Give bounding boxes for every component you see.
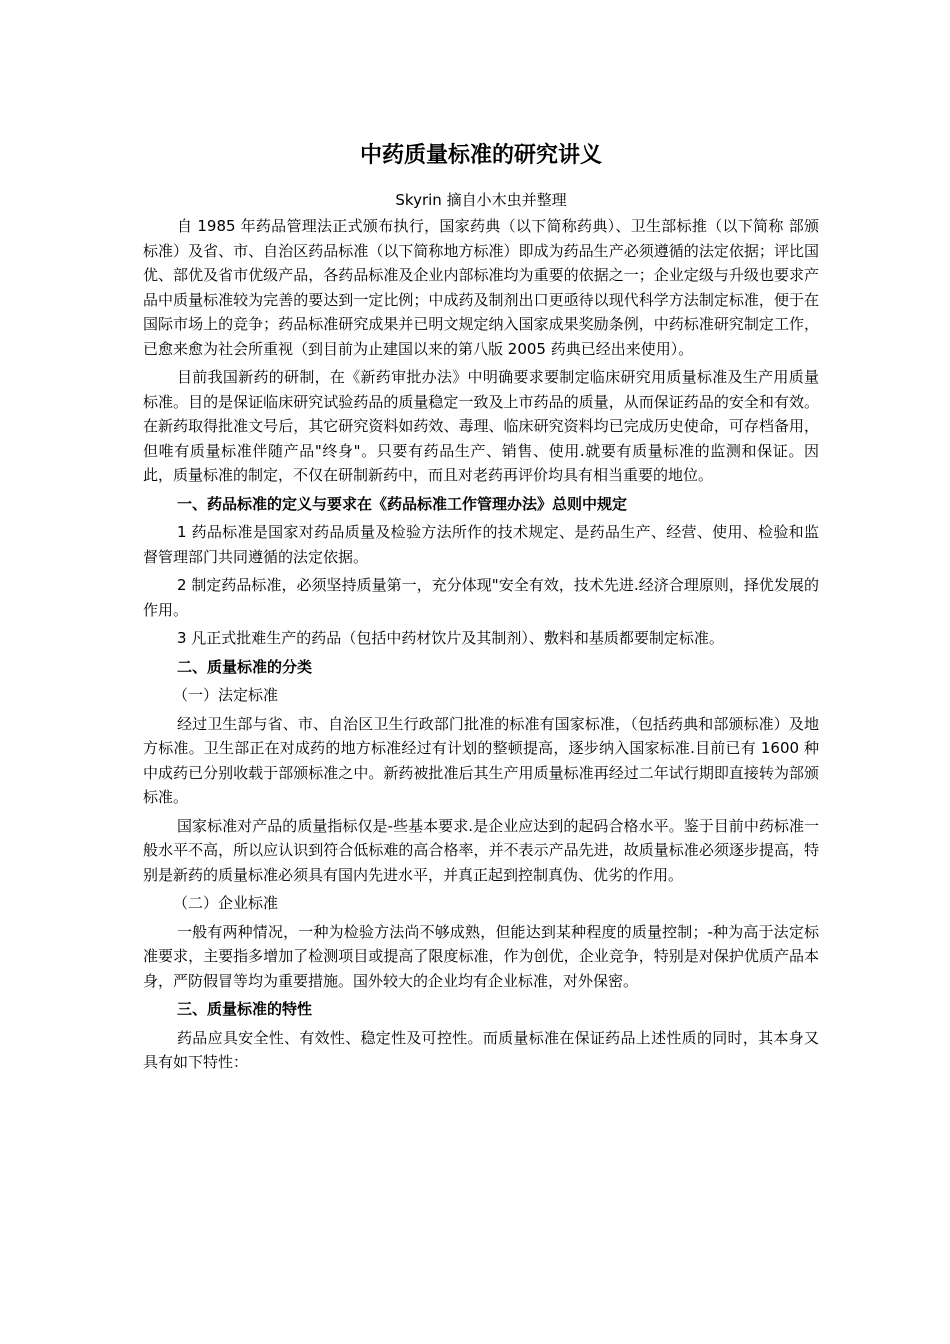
section-heading-1: 一、药品标准的定义与要求在《药品标准工作管理办法》总则中规定	[177, 494, 628, 513]
paragraph-national-standard: 国家标准对产品的质量指标仅是-些基本要求.是企业应达到的起码合格水平。鉴于目前中药标准一般水平不高，所以应认识到符合低标难的高合格率，并不表示产品先进，故质量标准必须逐步提高，特别是新药的质量标准必须具有国内先进水平，并真正起到控制真伪、优劣的作用。	[143, 816, 819, 884]
paragraph-legal-standard: 经过卫生部与省、市、自治区卫生行政部门批准的标准有国家标准，（包括药典和部颁标准）及地方标准。卫生部正在对成药的地方标准经过有计划的整顿提高，逐步纳入国家标准.目前已有 1600 种中成药已分别收载于部颁标准之中。新药被批准后其生产用质量标准再经过二年试行期即直接转为部颁标准。	[143, 714, 819, 806]
paragraph-item-3: 3 凡正式批难生产的药品（包括中药材饮片及其制剂）、敷料和基质都要制定标准。	[177, 629, 724, 647]
section-heading-2: 二、质量标准的分类	[177, 657, 313, 676]
subheading-enterprise-standard: （二）企业标准	[173, 894, 279, 912]
section-heading-3: 三、质量标准的特性	[177, 1000, 313, 1018]
document-title: 中药质量标准的研究讲义	[359, 143, 602, 168]
paragraph-item-2: 2 制定药品标准，必须坚持质量第一，充分体现"安全有效，技术先进.经济合理原则，择优发展的作用。	[143, 576, 819, 619]
paragraph-enterprise-standard: 一般有两种情况，一种为检验方法尚不够成熟，但能达到某种程度的质量控制；-种为高于法定标准要求，主要指多增加了检测项目或提高了限度标准，作为创优，企业竞争，特别是对保护优质产品本身，严防假冒等均为重要措施。国外较大的企业均有企业标准，对外保密。	[143, 922, 819, 990]
document-page	[143, 140, 819, 1079]
subheading-legal-standard: （一）法定标准	[173, 686, 279, 704]
paragraph-new-drug: 目前我国新药的研制，在《新药审批办法》中明确要求要制定临床研究用质量标准及生产用质量标准。目的是保证临床研究试验药品的质量稳定一致及上市药品的质量，从而保证药品的安全和有效。在新药取得批准文号后，其它研究资料如药效、毒理、临床研究资料均已完成历史使命，可存档备用，但唯有质量标准伴随产品"终身"。只要有药品生产、销售、使用.就要有质量标准的监测和保证。因此，质量标准的制定，不仅在研制新药中，而且对老药再评价均具有相当重要的地位。	[143, 368, 819, 484]
document-subtitle: Skyrin 摘自小木虫并整理	[395, 191, 567, 209]
paragraph-characteristics: 药品应具安全性、有效性、稳定性及可控性。而质量标准在保证药品上述性质的同时，其本身又具有如下特性：	[143, 1028, 819, 1071]
paragraph-intro: 自 1985 年药品管理法正式颁布执行，国家药典（以下简称药典）、卫生部标推（以下简称 部颁标准）及省、市、自治区药品标准（以下简称地方标准）即成为药品生产必须遵循的法定依据；评比国优、部优及省市优级产品，各药品标准及企业内部标准均为重要的依据之一；企业定级与升级也要求产品中质量标准较为完善的要达到一定比例；中成药及制剂出口更亟待以现代科学方法制定标准，便于在国际市场上的竞争；药品标准研究成果并已明文规定纳入国家成果奖励条例，中药标准研究制定工作，已愈来愈为社会所重视（到目前为止建国以来的第八版 2005 药典已经出来使用）。	[143, 217, 819, 358]
paragraph-item-1: 1 药品标准是国家对药品质量及检验方法所作的技术规定、是药品生产、经营、使用、检验和监督管理部门共同遵循的法定依据。	[143, 523, 819, 566]
